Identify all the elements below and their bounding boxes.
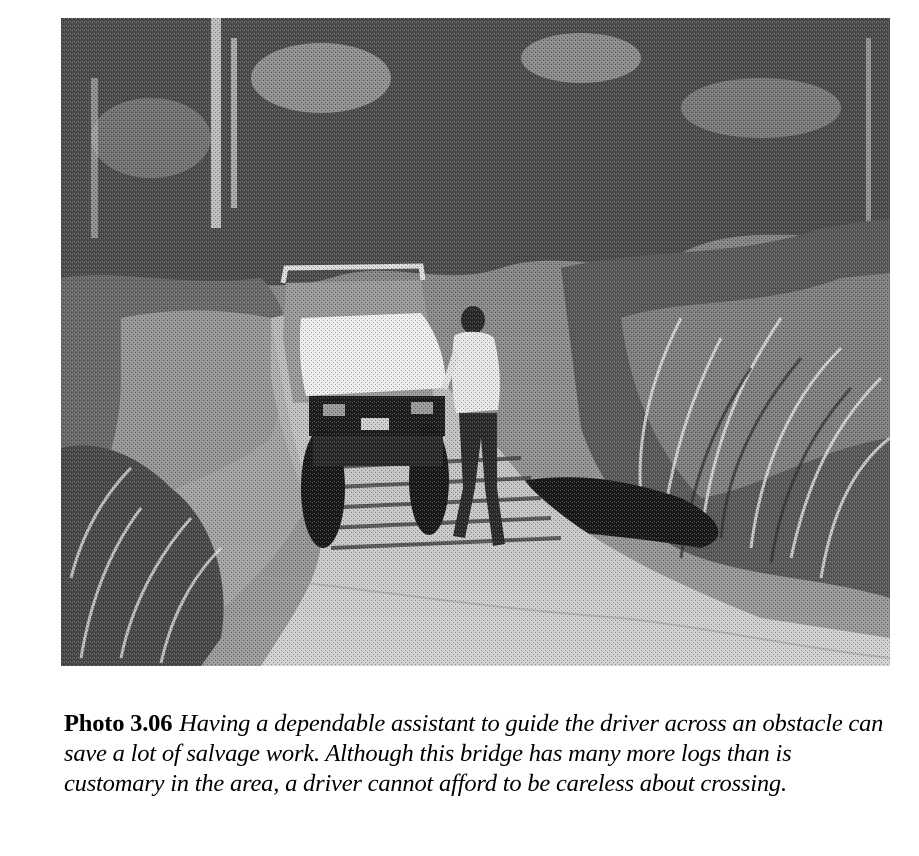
photo-image xyxy=(61,18,890,666)
photo xyxy=(61,18,890,666)
photo-caption xyxy=(64,709,890,799)
caption-text: Having a dependable assistant to guide the driver across an obstacle can save a lot of salvage work. Although this bridge has many more logs than is customary in the area, a driver cannot afford to be careless about crossing. xyxy=(64,709,884,797)
caption-label: Photo 3.06 xyxy=(64,709,173,737)
